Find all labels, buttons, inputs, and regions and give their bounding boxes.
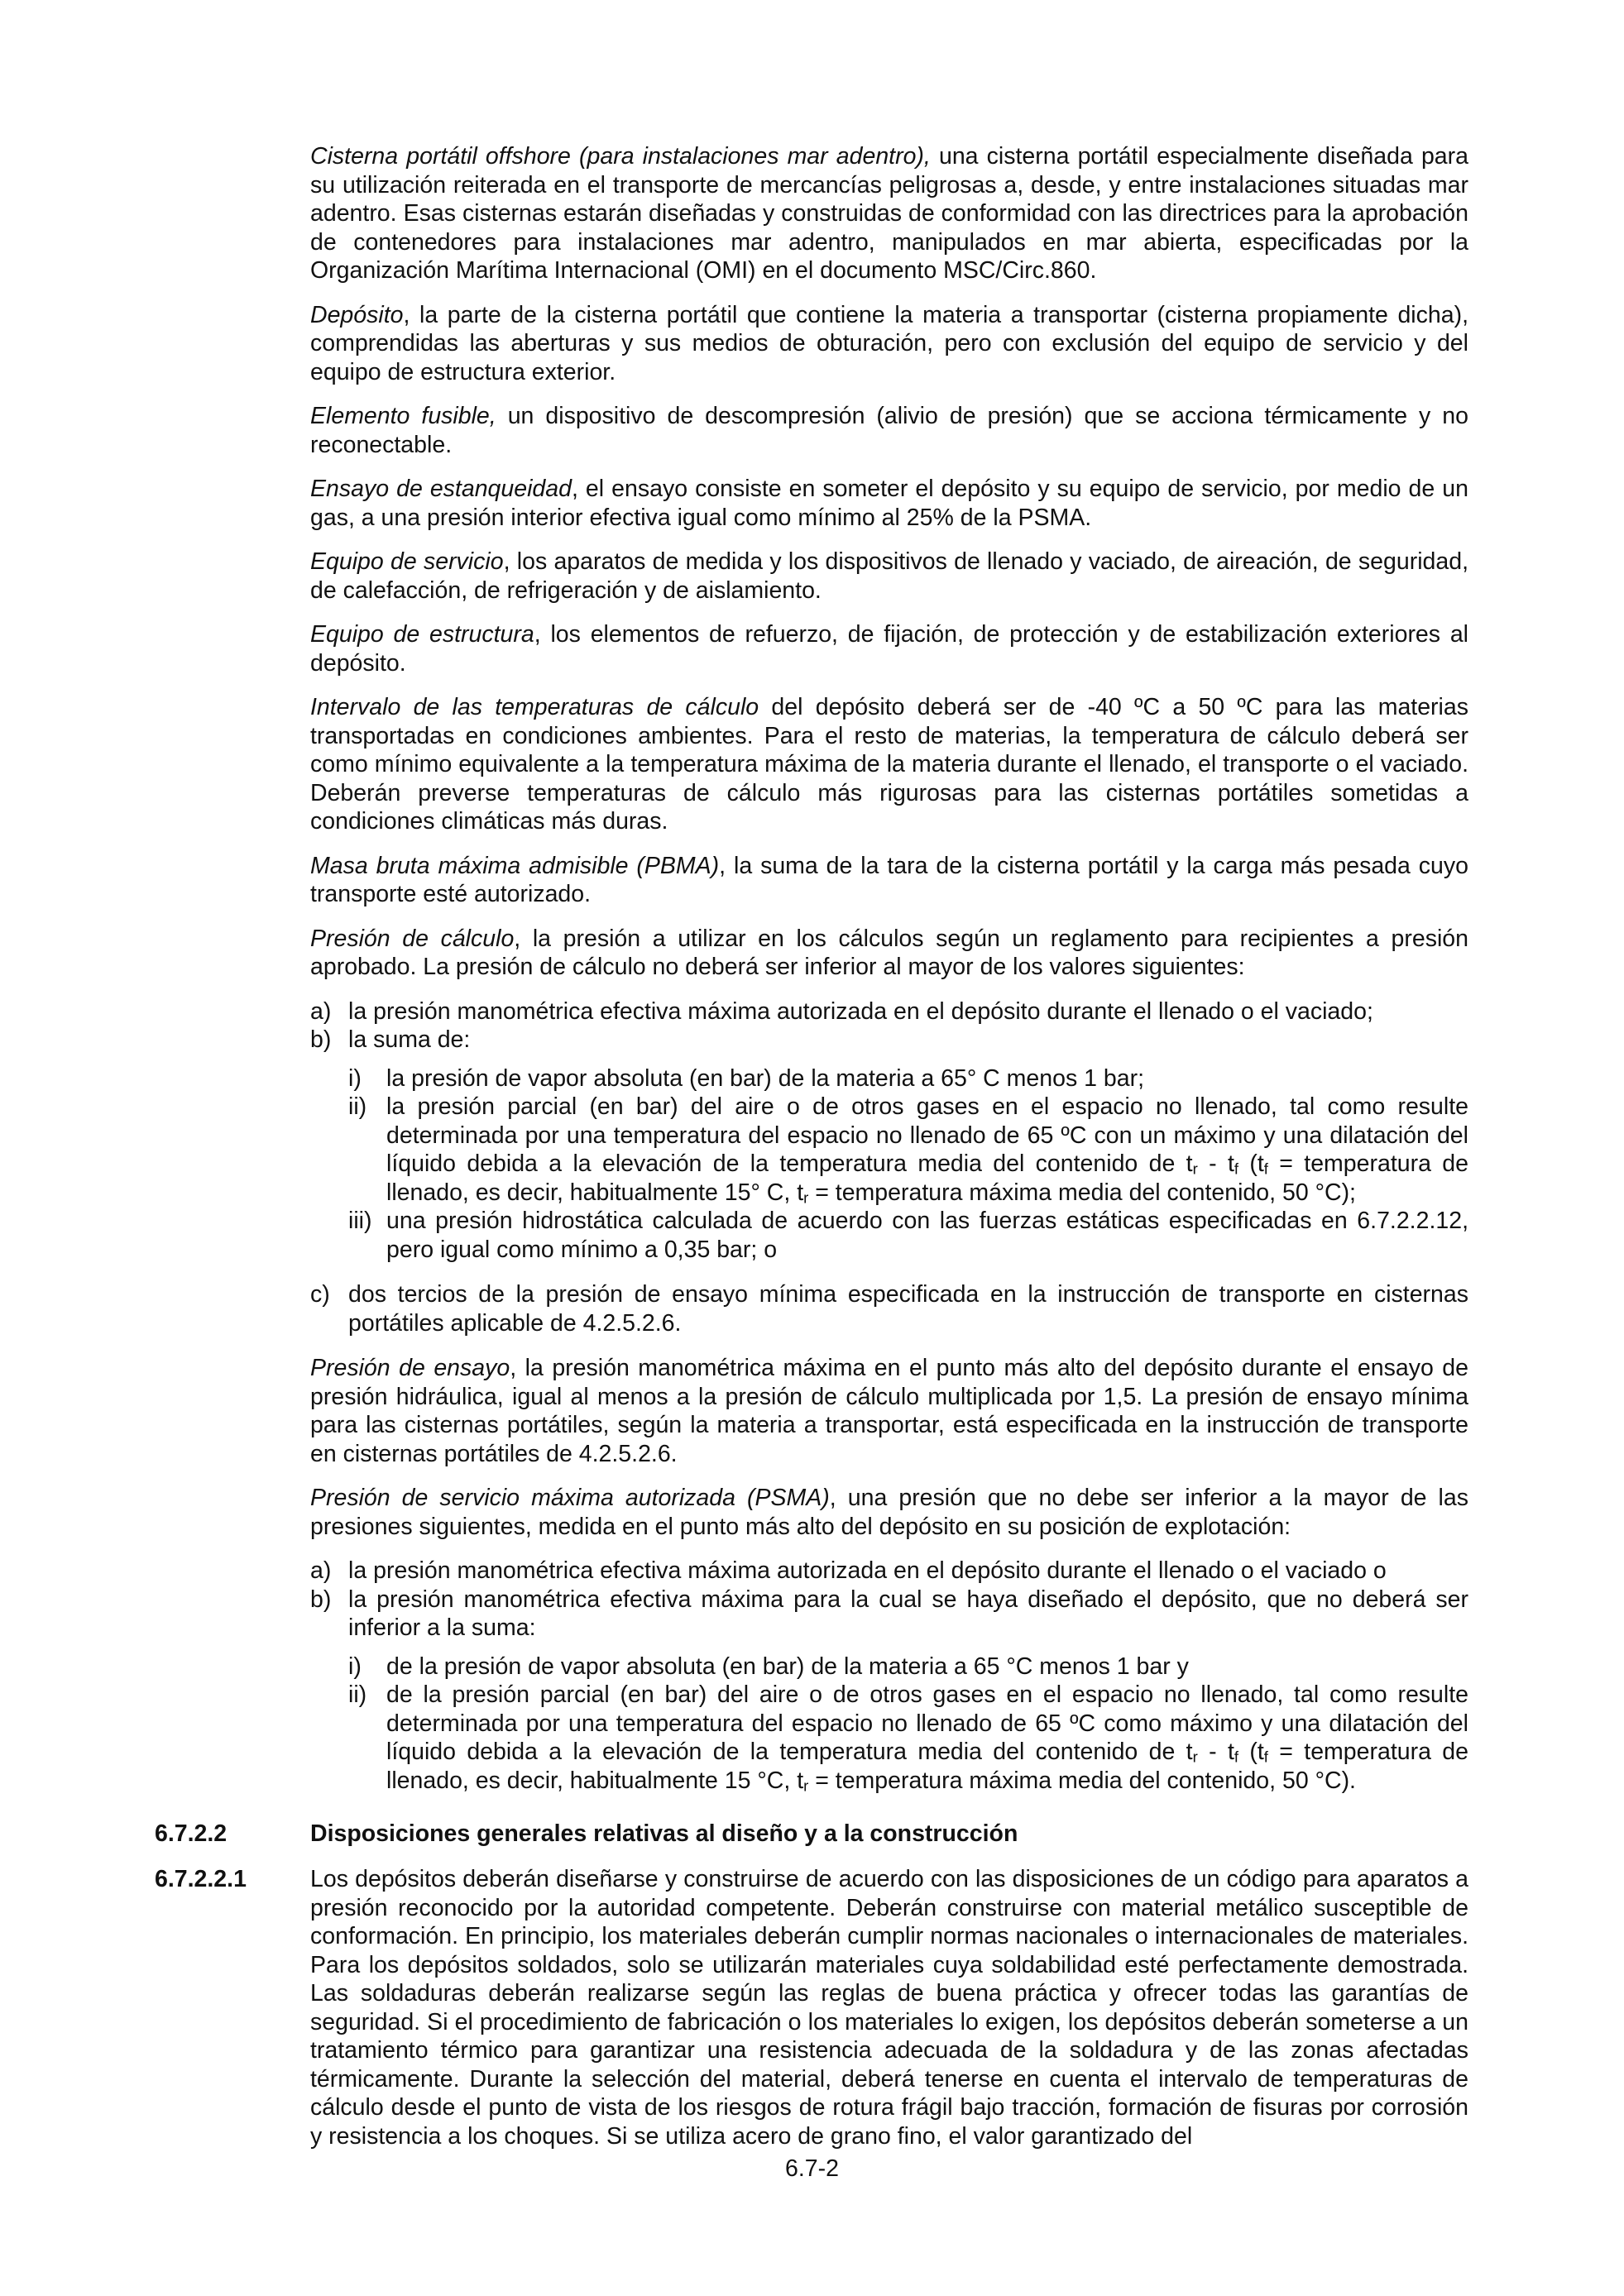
list-label: c) <box>310 1281 330 1308</box>
list-text: la presión de vapor absoluta (en bar) de la materia a 65° C menos 1 bar; <box>386 1064 1144 1092</box>
text-run: (t <box>1238 1150 1264 1177</box>
psma-sublist <box>348 1653 1468 1796</box>
term: Masa bruta máxima admisible (PBMA) <box>310 852 720 879</box>
subsection-number: 6.7.2.2.1 <box>155 1866 247 1892</box>
subsection-paragraph <box>155 1865 1468 2150</box>
subscript: r <box>803 1777 809 1795</box>
term: Ensayo de estanqueidad <box>310 476 572 502</box>
presion-calculo-list <box>310 997 1468 1338</box>
subscript: r <box>1192 1160 1198 1178</box>
list-item <box>310 1026 1468 1055</box>
definition-text: , la suma de la tara de la cisterna portátil y la carga más pesada cuyo transporte esté autorizado. <box>310 852 1468 907</box>
definition-text: , los aparatos de medida y los dispositivos de llenado y vaciado, de aireación, de seguridad, de calefacción, de refrigeración y de aislamiento. <box>310 548 1468 604</box>
subscript: r <box>803 1189 809 1207</box>
definitions-column <box>310 142 1468 1811</box>
list-text: la presión manométrica efectiva máxima autorizada en el depósito durante el llenado o el vaciado; <box>348 997 1373 1025</box>
list-label: ii) <box>348 1093 367 1120</box>
term: Intervalo de las temperaturas de cálculo <box>310 694 759 720</box>
section-number: 6.7.2.2 <box>155 1820 228 1847</box>
page-number: 6.7-2 <box>785 2155 839 2182</box>
list-item <box>310 1280 1468 1337</box>
definition-psma <box>310 1484 1468 1541</box>
list-item <box>310 1586 1468 1643</box>
definition-text: , la parte de la cisterna portátil que contiene la materia a transportar (cisterna propiamente dicha), comprendidas las aberturas y sus medios de obturación, pero con exclusión del equipo de servicio y del equipo de estructura exterior. <box>310 301 1468 385</box>
term: Presión de servicio máxima autorizada (PSMA) <box>310 1485 830 1511</box>
definition-text: un dispositivo de descompresión (alivio de presión) que se acciona térmicamente y no reconectable. <box>310 403 1468 458</box>
list-text: la suma de: <box>348 1026 471 1053</box>
list-item <box>310 997 1468 1026</box>
subsection-text: Los depósitos deberán diseñarse y construirse de acuerdo con las disposiciones de un código para aparatos a presión reconocido por la autoridad competente. Deberán construirse con material metálico susceptible de conformación. En principio, los materiales deberán cumplir normas nacionales o internacionales de materiales. Para los depósitos soldados, solo se utilizarán materiales cuya soldabilidad esté perfectamente demostrada. Las soldaduras deberán realizarse según las reglas de buena práctica y ofrecer todas las garantías de seguridad. Si el procedimiento de fabricación o los materiales lo exigen, los depósitos deberán someterse a un tratamiento térmico para garantizar una resistencia adecuada de la soldadura y de las zonas afectadas térmicamente. Durante la selección del material, deberá tenerse en cuenta el intervalo de temperaturas de cálculo desde el punto de vista de los riesgos de rotura frágil bajo tracción, formación de fisuras por corrosión y resistencia a los choques. Si se utiliza acero de grano fino, el valor garantizado del <box>310 1866 1468 2150</box>
list-label: b) <box>310 1586 332 1613</box>
term: Depósito <box>310 301 404 328</box>
list-text: la presión manométrica efectiva máxima para la cual se haya diseñado el depósito, que no deberá ser inferior a la suma: <box>348 1586 1468 1641</box>
subscript: f <box>1263 1160 1268 1178</box>
list-text <box>386 1093 1468 1207</box>
list-text: la presión manométrica efectiva máxima autorizada en el depósito durante el llenado o el vaciado o <box>348 1557 1387 1584</box>
list-text: de la presión de vapor absoluta (en bar) de la materia a 65 °C menos 1 bar y <box>386 1653 1189 1680</box>
definition-equipo-servicio <box>310 548 1468 605</box>
definition-intervalo-temperaturas <box>310 693 1468 836</box>
subscript: f <box>1263 1748 1268 1766</box>
term: Equipo de servicio <box>310 548 504 575</box>
text-run: = temperatura máxima media del contenido, 50 °C); <box>808 1179 1356 1206</box>
definition-text: , la presión manométrica máxima en el punto más alto del depósito durante el ensayo de presión hidráulica, igual al menos a la presión de cálculo multiplicada por 1,5. La presión de ensayo mínima para las cisternas portátiles, según la materia a transportar, está especificada en la instrucción de transporte en cisternas portátiles de 4.2.5.2.6. <box>310 1355 1468 1467</box>
list-text: dos tercios de la presión de ensayo mínima especificada en la instrucción de transporte en cisternas portátiles aplicable de 4.2.5.2.6. <box>348 1281 1468 1337</box>
term: Cisterna portátil offshore (para instalaciones mar adentro), <box>310 143 931 170</box>
definition-cisterna-offshore <box>310 142 1468 285</box>
list-item <box>348 1653 1468 1681</box>
subscript: r <box>1192 1748 1198 1766</box>
section-heading <box>155 1820 1468 1849</box>
text-run: de la presión parcial (en bar) del aire o de otros gases en el espacio no llenado, tal como resulte determinada por una temperatura del espacio no llenado de 65 ºC como máximo y una dilatación del líquido debida a la elevación de la temperatura media del contenido de t <box>386 1681 1468 1765</box>
term: Presión de ensayo <box>310 1355 510 1381</box>
list-label: i) <box>348 1653 362 1680</box>
text-run: = temperatura de llenado, es decir, habitualmente 15 °C, t <box>386 1739 1468 1794</box>
definition-presion-ensayo <box>310 1354 1468 1468</box>
list-label: ii) <box>348 1681 367 1708</box>
definition-equipo-estructura <box>310 620 1468 677</box>
term: Elemento fusible, <box>310 403 496 429</box>
list-text <box>386 1681 1468 1795</box>
definition-text: , el ensayo consiste en someter el depósito y su equipo de servicio, por medio de un gas, a una presión interior efectiva igual como mínimo al 25% de la PSMA. <box>310 476 1468 531</box>
subscript: f <box>1234 1160 1239 1178</box>
definition-elemento-fusible <box>310 402 1468 459</box>
text-run: - t <box>1197 1739 1234 1765</box>
list-item <box>348 1681 1468 1795</box>
list-item <box>310 1557 1468 1586</box>
definition-text: una cisterna portátil especialmente diseñada para su utilización reiterada en el transporte de mercancías peligrosas a, desde, y entre instalaciones situadas mar adentro. Esas cisternas estarán diseñadas y construidas de conformidad con las directrices para la aprobación de contenedores para instalaciones mar adentro, manipulados en mar abierta, especificadas por la Organización Marítima Internacional (OMI) en el documento MSC/Circ.860. <box>310 143 1468 284</box>
list-label: a) <box>310 1557 332 1584</box>
text-run: (t <box>1238 1739 1264 1765</box>
section-title: Disposiciones generales relativas al diseño y a la construcción <box>310 1820 1018 1847</box>
text-run: la presión parcial (en bar) del aire o de otros gases en el espacio no llenado, tal como resulte determinada por una temperatura del espacio no llenado de 65 ºC con un máximo y una dilatación del líquido debida a la elevación de la temperatura media del contenido de t <box>386 1093 1468 1177</box>
definition-ensayo-estanqueidad <box>310 475 1468 532</box>
definition-text: , una presión que no debe ser inferior a la mayor de las presiones siguientes, medida en el punto más alto del depósito en su posición de explotación: <box>310 1485 1468 1540</box>
list-item <box>348 1093 1468 1207</box>
psma-list <box>310 1557 1468 1795</box>
presion-calculo-sublist <box>348 1064 1468 1265</box>
list-label: a) <box>310 997 332 1025</box>
definition-text: del depósito deberá ser de -40 ºC a 50 ºC para las materias transportadas en condiciones ambientes. Para el resto de materias, la temperatura de cálculo deberá ser como mínimo equivalente a la temperatura máxima de la materia durante el llenado, el transporte o el vaciado. Deberán preverse temperaturas de cálculo más rigurosas para las cisternas portátiles sometidas a condiciones climáticas más duras. <box>310 694 1468 835</box>
definition-text: , la presión a utilizar en los cálculos según un reglamento para recipientes a presión aprobado. La presión de cálculo no deberá ser inferior al mayor de los valores siguientes: <box>310 925 1468 980</box>
definition-deposito <box>310 301 1468 387</box>
subscript: f <box>1234 1748 1239 1766</box>
list-item <box>348 1207 1468 1264</box>
text-run: = temperatura máxima media del contenido, 50 °C). <box>808 1767 1356 1794</box>
text-run: - t <box>1197 1150 1234 1177</box>
list-item <box>348 1064 1468 1093</box>
list-label: i) <box>348 1064 362 1092</box>
list-text: una presión hidrostática calculada de acuerdo con las fuerzas estáticas especificadas en 6.7.2.2.12, pero igual como mínimo a 0,35 bar; o <box>386 1208 1468 1263</box>
definition-text: , los elementos de refuerzo, de fijación, de protección y de estabilización exteriores al depósito. <box>310 621 1469 677</box>
term: Equipo de estructura <box>310 621 534 648</box>
text-run: = temperatura de llenado, es decir, habitualmente 15° C, t <box>386 1150 1468 1206</box>
list-label: b) <box>310 1026 332 1053</box>
definition-pbma <box>310 852 1468 909</box>
definition-presion-calculo <box>310 925 1468 982</box>
term: Presión de cálculo <box>310 925 515 952</box>
list-label: iii) <box>348 1208 372 1234</box>
